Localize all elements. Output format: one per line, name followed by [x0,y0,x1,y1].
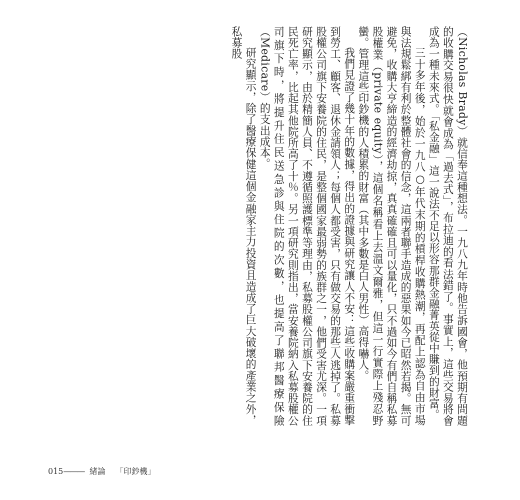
page-number: 015 [48,467,64,476]
paragraph-4: 研究顯示，除了醫療保健這個金融家主力投資且造成了巨大破壞的產業之外，私募股 [230,26,258,426]
paragraph-3: 我們見證了幾十年的數據，得出的證據與研究讓人不安：這些收購案嚴重衝擊到勞工、顧客、退休金請領人；每個人都受害，只有做交易的那些人逃掉了。私募股權公司旗下安養院的住民，是整個國家最弱勢的族群之一，他們受害尤深。一項研究顯示，由於精簡人員、不遵循照護標準等理由，私募股權公司旗下安養院的住民死亡率，比起其他院所高了十％。另一項研究則指出，當安養院納入私募股權公司旗下時，將提升住民送急診與住院的次數，也提高了聯邦醫療保險（Medicare）的支出成本。 [258,26,357,426]
footer-book-title: 「印鈔機」 [115,467,156,476]
page-footer [48,466,156,477]
footer-section: 緒論 [89,467,106,476]
footer-separator: ——— [63,467,85,476]
paragraph-1: （Nicholas Brady）就信奉這種想法。一九八九年時他告訴國會，他預期有問題的收購交易很快就會成為「過去式」，布拉迪的看法錯了。事實上，這些交易將會成為一種未來式。「私金融」這一說法不足以形容那群金融菁英從中賺到的財富。 [427,26,469,426]
body-text [55,26,469,426]
paragraph-2: 三十多年後，始於一九八○年代末期的槓桿收購熱潮，再配上認為自由市場與法規鬆綁有利於整體社會的信念，這兩者聯手造成的惡果如今已昭然若揭。無可避免，收購大亨締造的經濟劫掠，真真確確且可以量化，只不過如今有們自稱私募股權業（private equity），這個名稱看上去溫文爾雅，但這一行實際上殘忍野蠻。管理這些印鈔機的人積累的財富（其中多數是白人男性）高得嚇人。 [357,26,427,426]
